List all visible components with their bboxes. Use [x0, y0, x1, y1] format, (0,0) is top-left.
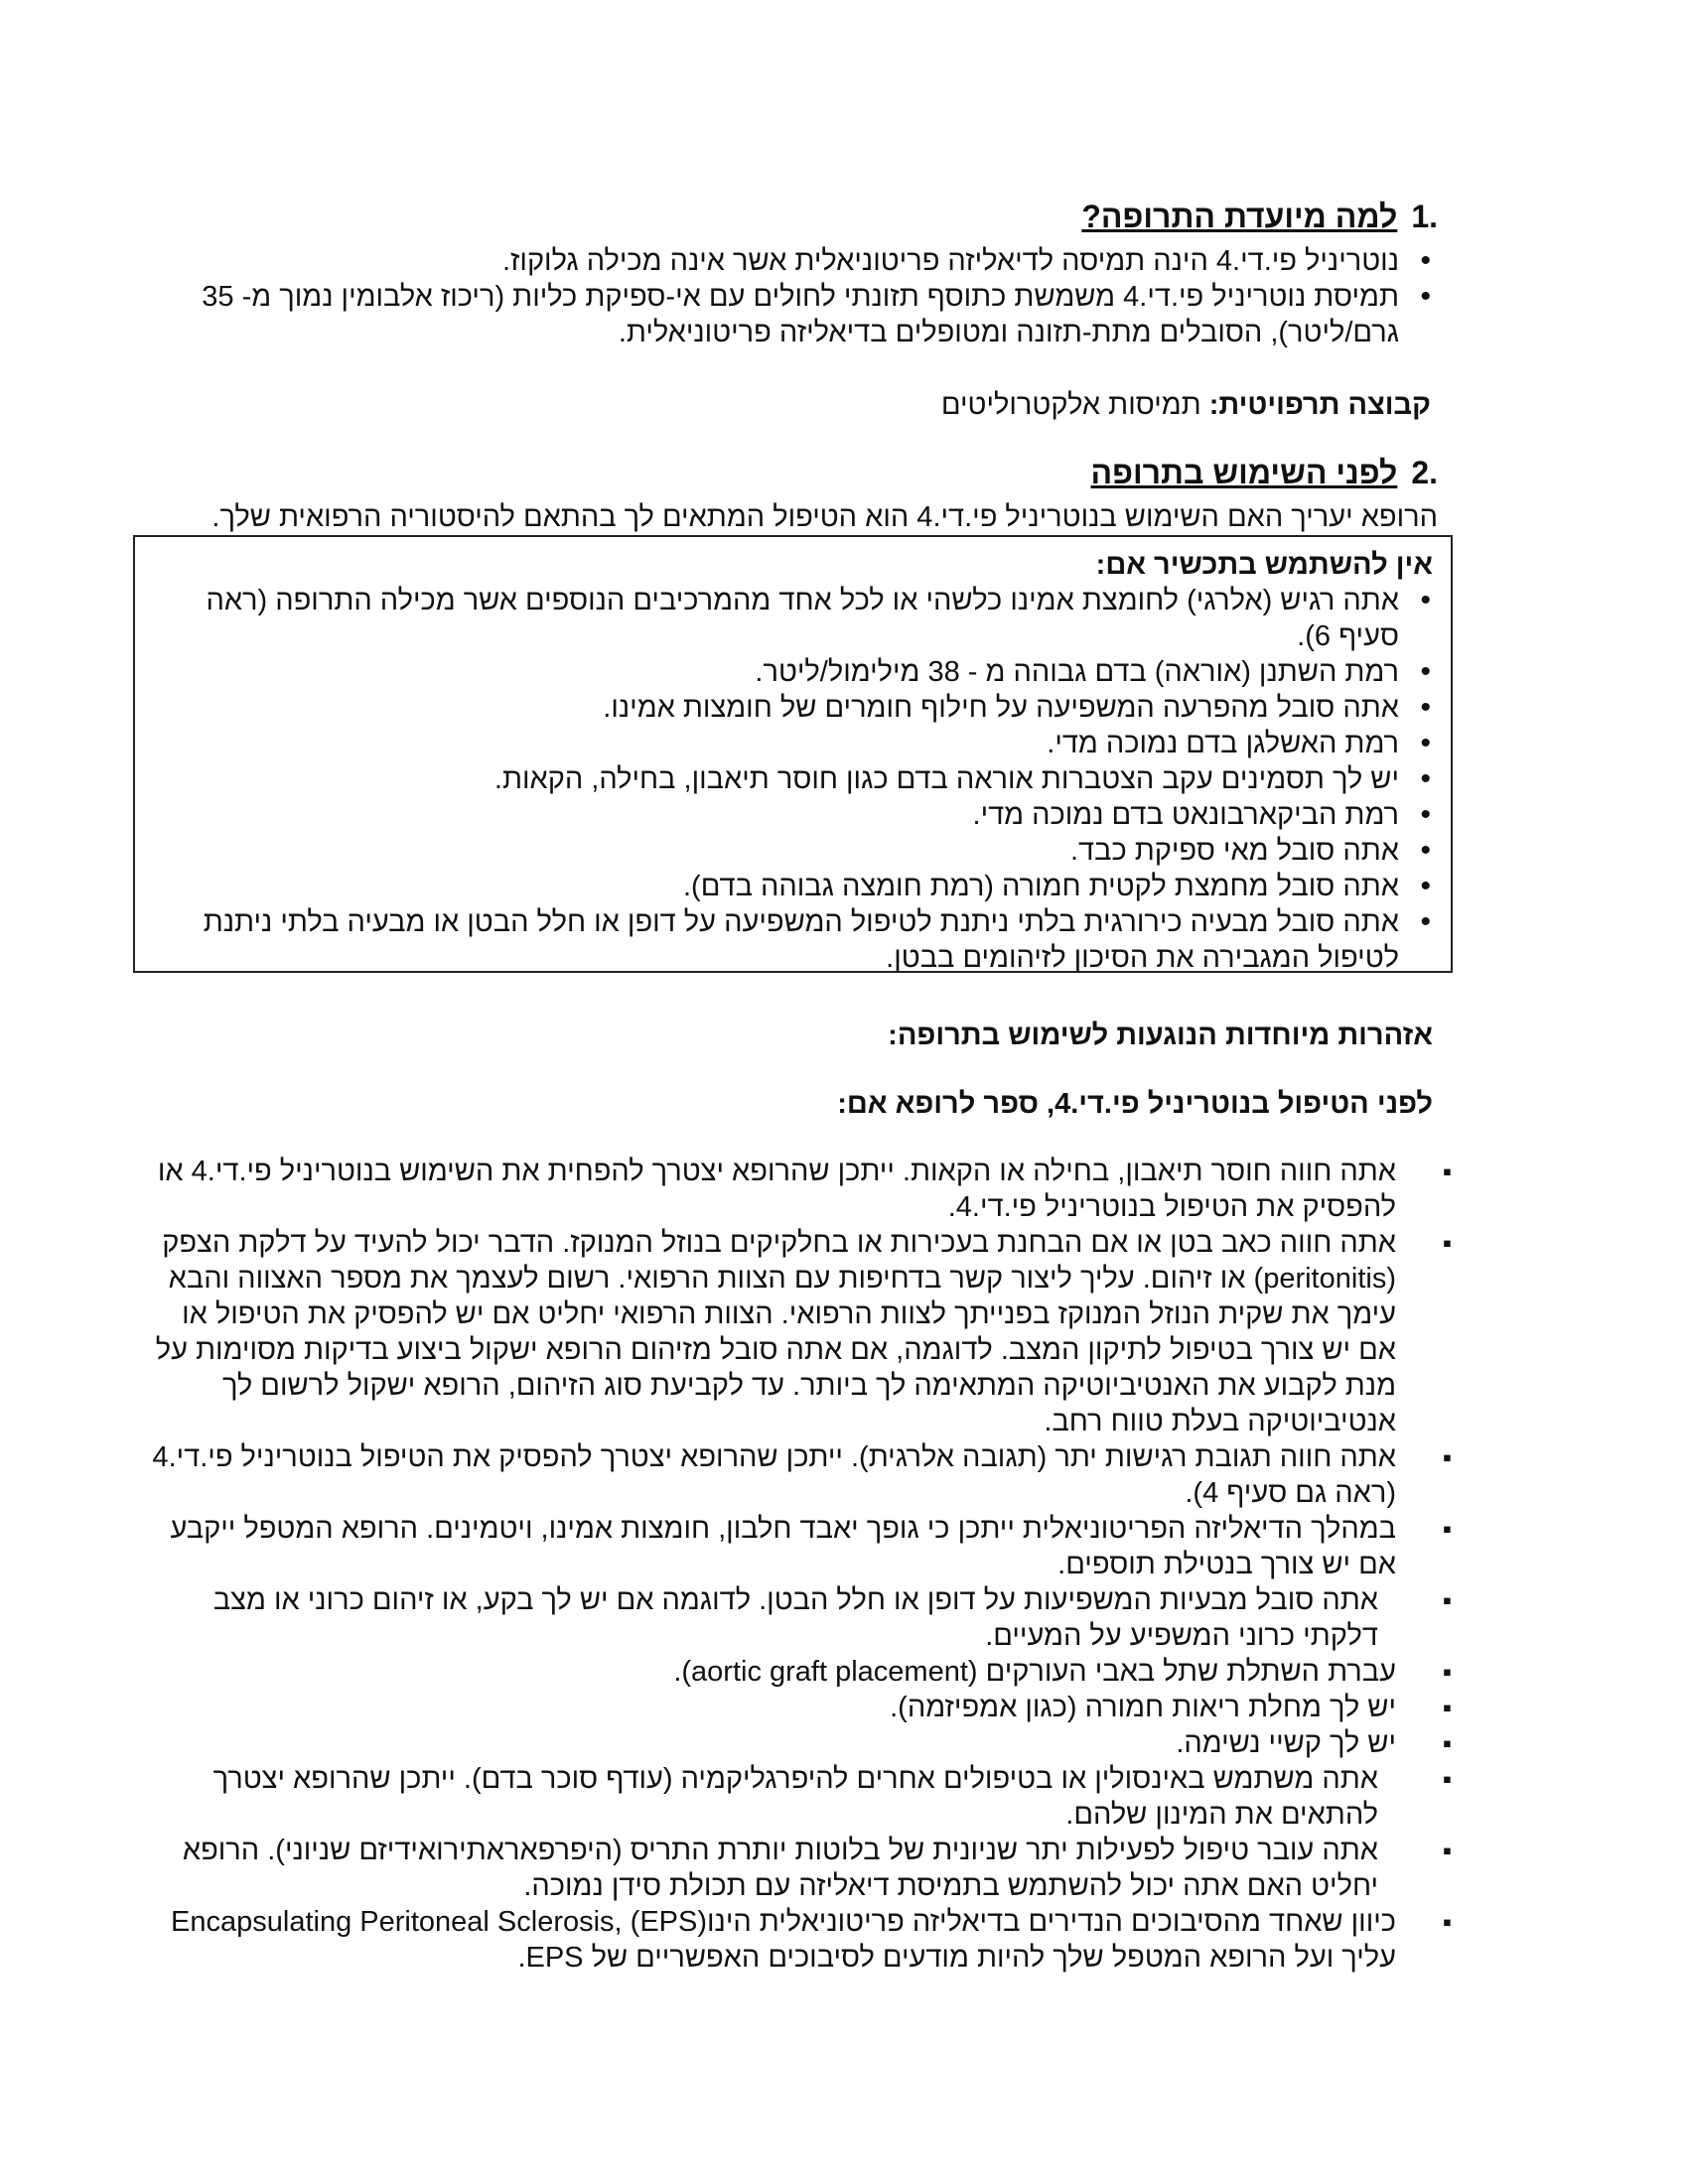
- warning-item: ▪ יש לך מחלת ריאות חמורה (כגון אמפיזמה).: [148, 1690, 1474, 1725]
- contraindication-item: • אתה סובל מבעיה כירורגית בלתי ניתנת לטיפול המשפיעה על דופן או חלל הבטן או מבעיה בלתי ניתנת לטיפול המגבירה את הסיכון לזיהומים בבטן.: [152, 904, 1433, 976]
- contraindication-item: • אתה סובל מחמצת לקטית חמורה (רמת חומצה גבוהה בדם).: [152, 869, 1433, 904]
- section-2-heading: [1090, 453, 1438, 492]
- warning-item: ▪ במהלך הדיאליזה הפריטוניאלית ייתכן כי גופך יאבד חלבון, חומצות אמינו, ויטמינים. הרופא המטפל ייקבע אם יש צורך בנטילת תוספים.: [148, 1511, 1474, 1582]
- contraindications-list: [152, 583, 1433, 976]
- before-treatment-heading: לפני הטיפול בנוטריניל פי.די.4, ספר לרופא אם:: [837, 1088, 1433, 1120]
- therapeutic-group-value: תמיסות אלקטרוליטים: [940, 389, 1201, 421]
- warnings-heading: אזהרות מיוחדות הנוגעות לשימוש בתרופה:: [888, 1020, 1433, 1051]
- warning-item: ▪ יש לך קשיי נשימה.: [148, 1725, 1474, 1761]
- contraindication-item: • אתה רגיש (אלרגי) לחומצת אמינו כלשהי או לכל אחד מהמרכיבים הנוספים אשר מכילה התרופה (ראה סעיף 6).: [152, 583, 1433, 654]
- therapeutic-group: [239, 387, 1431, 423]
- contraindication-item: • רמת האשלגן בדם נמוכה מדי.: [152, 726, 1433, 761]
- section-2-title: לפני השימוש בתרופה: [1090, 455, 1398, 490]
- section-1-bullet-list: [137, 243, 1433, 350]
- contraindication-item: • רמת השתנן (אוראה) בדם גבוהה מ - 38 מילימול/ליטר.: [152, 654, 1433, 690]
- warning-item: ▪ עברת השתלת שתל באבי העורקים (aortic graft placement).: [148, 1654, 1474, 1690]
- warning-item: ▪ כיוון שאחד מהסיבוכים הנדירים בדיאליזה פריטוניאלית הינו(Encapsulating Peritoneal Sclerosis, (EPS עליך ועל הרופא המטפל שלך להיות מודעים לסיבוכים האפשריים של EPS.: [148, 1904, 1474, 1976]
- section-1-number: .1: [1411, 199, 1438, 234]
- contraindications-content: [152, 547, 1433, 976]
- contraindications-title: אין להשתמש בתכשיר אם:: [1095, 549, 1433, 581]
- warning-item: ▪ אתה משתמש באינסולין או בטיפולים אחרים להיפרגליקמיה (עודף סוכר בדם). ייתכן שהרופא יצטרך להתאים את המינון שלהם.: [148, 1761, 1474, 1833]
- contraindication-item: • יש לך תסמינים עקב הצטברות אוראה בדם כגון חוסר תיאבון, בחילה, הקאות.: [152, 761, 1433, 797]
- section-1-bullets-block: [137, 243, 1433, 350]
- warnings-block: [148, 1154, 1474, 1976]
- section-1-title: למה מיועדת התרופה?: [1081, 199, 1398, 234]
- section-1-bullet: • נוטריניל פי.די.4 הינה תמיסה לדיאליזה פריטוניאלית אשר אינה מכילה גלוקוז.: [137, 243, 1433, 279]
- contraindication-item: • רמת הביקארבונאט בדם נמוכה מדי.: [152, 797, 1433, 833]
- warning-item: ▪ אתה עובר טיפול לפעילות יתר שניונית של בלוטות יותרת התריס (היפרפאראתירואידיזם שניוני). הרופא יחליט האם אתה יכול להשתמש בתמיסת דיאליזה עם תכולת סידן נמוכה.: [148, 1833, 1474, 1904]
- section-2-number: .2: [1411, 455, 1438, 490]
- contraindication-item: • אתה סובל מהפרעה המשפיעה על חילוף חומרים של חומצות אמינו.: [152, 690, 1433, 726]
- section-1-bullet: • תמיסת נוטריניל פי.די.4 משמשת כתוסף תזונתי לחולים עם אי-ספיקת כליות (ריכוז אלבומין נמוך מ- 35 גרם/ליטר), הסובלים מתת-תזונה ומטופלים בדיאליזה פריטוניאלית.: [137, 279, 1433, 350]
- contraindications-box: [133, 535, 1453, 973]
- contraindication-item: • אתה סובל מאי ספיקת כבד.: [152, 833, 1433, 869]
- warning-item: ▪ אתה חווה חוסר תיאבון, בחילה או הקאות. ייתכן שהרופא יצטרך להפחית את השימוש בנוטריניל פי.די.4 או להפסיק את הטיפול בנוטריניל פי.די.4.: [148, 1154, 1474, 1225]
- warning-item: ▪ אתה חווה כאב בטן או אם הבחנת בעכירות או בחלקיקים בנוזל המנוקז. הדבר יכול להעיד על דלקת הצפק (peritonitis) או זיהום. עליך ליצור קשר בדחיפות עם הצוות הרפואי. רשום לעצמך את מספר האצווה והבא עימך את שקית הנוזל המנוקז בפנייתך לצוות הרפואי. הצוות הרפואי יחליט אם יש להפסיק את הטיפול או אם יש צורך בטיפול לתיקון המצב. לדוגמה, אם אתה סובל מזיהום הרופא ישקול ביצוע בדיקות מסוימות על מנת לקבוע את האנטיביוטיקה המתאימה לך ביותר. עד לקביעת סוג הזיהום, הרופא ישקול לרשום לך אנטיביוטיקה בעלת טווח רחב.: [148, 1225, 1474, 1439]
- section-2-intro: הרופא יעריך האם השימוש בנוטריניל פי.די.4 הוא הטיפול המתאים לך בהתאם להיסטוריה הרפואית שלך.: [211, 501, 1438, 533]
- therapeutic-group-label: קבוצה תרפויטית:: [1208, 389, 1431, 421]
- warning-item: ▪ אתה סובל מבעיות המשפיעות על דופן או חלל הבטן. לדוגמה אם יש לך בקע, או זיהום כרוני או מצב דלקתי כרוני המשפיע על המעיים.: [148, 1582, 1474, 1654]
- warnings-list: [148, 1154, 1474, 1976]
- warning-item: ▪ אתה חווה תגובת רגישות יתר (תגובה אלרגית). ייתכן שהרופא יצטרך להפסיק את הטיפול בנוטריניל פי.די.4 (ראה גם סעיף 4).: [148, 1439, 1474, 1511]
- section-1-heading: [1081, 197, 1438, 236]
